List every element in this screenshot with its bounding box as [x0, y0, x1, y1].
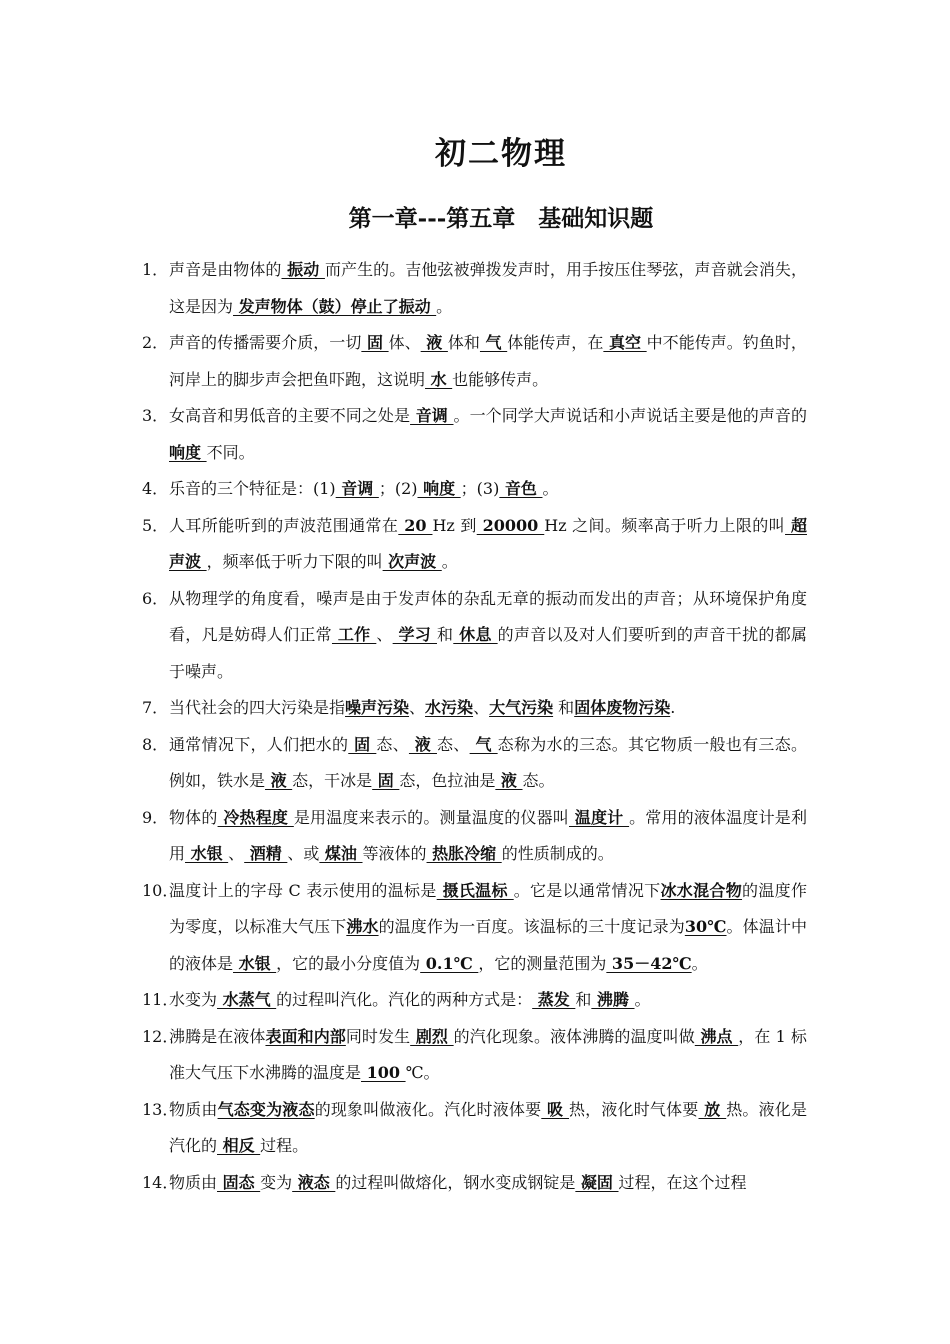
- question-text-segment: 的声音以及对人们要听到的声音干扰的都属于噪声。: [169, 625, 807, 681]
- answer-blank: 音色: [499, 479, 543, 498]
- question-number: 3．: [142, 406, 169, 425]
- answer-blank: 大气污染: [489, 698, 554, 717]
- answer-blank: 固体废物污染: [574, 698, 671, 717]
- question-text: [169, 873, 807, 983]
- question-text-segment: 体能传声，在: [507, 333, 604, 352]
- question-number: 12．: [142, 1026, 179, 1046]
- question-text-segment: 过程，在这个过程: [618, 1172, 747, 1192]
- question-text-segment: 也能够传声。: [452, 369, 549, 389]
- question-text-segment: 态，干冰是: [292, 771, 373, 790]
- answer-blank: 气: [479, 333, 508, 352]
- question-text-segment: ；(2): [378, 479, 418, 498]
- question-text-segment: 声音是由物体的: [169, 260, 282, 279]
- answer-blank: 相反: [217, 1136, 261, 1155]
- question-text-segment: 。常用的液体温度计是利用: [169, 807, 807, 863]
- answer-blank: 30℃: [684, 917, 727, 936]
- answer-blank: 学习: [392, 625, 437, 644]
- question-text-segment: 、: [228, 844, 245, 863]
- question-number: 2．: [142, 333, 169, 352]
- question-text-segment: 态、: [376, 734, 409, 754]
- question-text-segment: ℃。: [405, 1063, 440, 1082]
- question-number: 9．: [142, 807, 169, 827]
- question-text-segment: 女高音和男低音的主要不同之处是: [169, 406, 411, 425]
- question-text-segment: 声音的传播需要介质，一切: [169, 333, 362, 352]
- question-number: 10．: [142, 880, 179, 900]
- question-text-segment: 的过程叫做熔化，钢水变成钢锭是: [335, 1172, 576, 1192]
- question-text-segment: Hz 到: [432, 515, 477, 535]
- question-text-segment: 的温度作为一百度。该温标的三十度记录为: [378, 917, 685, 936]
- answer-blank: 煤油: [319, 844, 363, 863]
- question-text-segment: 和: [553, 698, 575, 717]
- question-text-segment: 从物理学的角度看，噪声是由于发声体的杂乱无章的振动而发出的声音；从环境保护角度看，凡是妨碍人们正常: [169, 588, 807, 644]
- question-text-segment: 、: [409, 698, 426, 717]
- question-text-segment: Hz 之间。频率高于听力上限的叫: [544, 515, 786, 535]
- answer-blank: 液: [265, 771, 293, 790]
- answer-blank: 冰水混合物: [660, 880, 743, 900]
- question-text-segment: ；(3): [460, 479, 500, 498]
- answer-blank: 次声波: [382, 552, 442, 571]
- question-text-segment: 。它是以通常情况下: [513, 880, 661, 900]
- question-text: [169, 727, 807, 800]
- answer-blank: 吸: [541, 1099, 569, 1119]
- question-text-segment: 和: [575, 990, 592, 1009]
- question-text-segment: ，频率低于听力下限的叫: [206, 552, 383, 571]
- answer-blank: 响度: [417, 479, 461, 498]
- question-text-segment: 的温度作为零度，以标准大气压下: [169, 880, 807, 936]
- question-text-segment: 物质由: [169, 1099, 218, 1119]
- question-text: [169, 690, 807, 727]
- question-item: [142, 727, 807, 800]
- question-text-segment: 。: [436, 296, 453, 316]
- question-text: [169, 581, 807, 691]
- answer-blank: 酒精: [244, 844, 288, 863]
- question-text-segment: ，在 1 标准大气压下水沸腾的温度是: [169, 1026, 807, 1082]
- question-text-segment: 体和: [447, 333, 480, 352]
- question-text: [169, 252, 807, 325]
- answer-blank: 剧烈: [410, 1026, 454, 1046]
- answer-blank: 表面和内部: [265, 1026, 346, 1046]
- question-text-segment: 。体温计中的液体是: [169, 917, 807, 973]
- question-text-segment: 、: [473, 698, 490, 717]
- question-text-segment: 和: [436, 625, 454, 644]
- question-text: [169, 800, 807, 873]
- question-text-segment: 的现象叫做液化。汽化时液体要: [314, 1099, 542, 1119]
- question-text-segment: 的汽化现象。液体沸腾的温度叫做: [453, 1026, 695, 1046]
- question-number: 13．: [142, 1099, 179, 1119]
- question-text-segment: 人耳所能听到的声波范围通常在: [169, 515, 399, 535]
- question-text-segment: 。: [542, 479, 559, 498]
- answer-blank: 摄氏温标: [436, 880, 514, 900]
- question-text-segment: 变为: [260, 1172, 293, 1192]
- question-text: [169, 508, 807, 581]
- question-number: 11．: [142, 990, 179, 1009]
- answer-blank: 音调: [335, 479, 379, 498]
- question-number: 5．: [142, 515, 169, 535]
- question-item: [142, 1092, 807, 1165]
- question-number: 6．: [142, 588, 169, 608]
- question-item: [142, 508, 807, 581]
- question-text: [169, 398, 807, 471]
- question-item: [142, 982, 807, 1019]
- answer-blank: 液: [420, 333, 448, 352]
- question-item: [142, 1019, 807, 1092]
- question-text-segment: 物体的: [169, 807, 218, 827]
- answer-blank: 水蒸气: [217, 990, 277, 1009]
- answer-blank: 20000: [476, 515, 545, 535]
- question-item: [142, 398, 807, 471]
- question-text-segment: 态。: [522, 771, 555, 790]
- answer-blank: 气: [469, 734, 498, 754]
- question-item: [142, 800, 807, 873]
- answer-blank: 放: [698, 1099, 727, 1119]
- answer-blank: 温度计: [569, 807, 630, 827]
- question-text-segment: 是用温度来表示的。测量温度的仪器叫: [293, 807, 569, 827]
- answer-blank: 100: [361, 1063, 406, 1082]
- answer-blank: 0.1℃: [420, 953, 479, 973]
- answer-blank: 固: [372, 771, 400, 790]
- question-text-segment: 当代社会的四大污染是指: [169, 698, 346, 717]
- question-number: 8．: [142, 734, 169, 754]
- answer-blank: 液: [495, 771, 523, 790]
- question-text: [169, 471, 807, 508]
- answer-blank: 35－42℃: [606, 953, 692, 973]
- question-text-segment: 体、: [388, 333, 421, 352]
- answer-blank: 凝固: [575, 1172, 619, 1192]
- answer-blank: 水: [425, 369, 453, 389]
- question-item: [142, 873, 807, 983]
- question-text-segment: 中不能传声。钓鱼时，河岸上的脚步声会把鱼吓跑，这说明: [169, 333, 807, 389]
- question-text-segment: 过程。: [260, 1136, 309, 1155]
- question-item: [142, 471, 807, 508]
- question-text-segment: ，它的测量范围为: [478, 953, 607, 973]
- question-text-segment: 。一个同学大声说话和小声说话主要是他的声音的: [453, 406, 807, 425]
- page-subtitle: 第一章---第五章 基础知识题: [348, 205, 654, 232]
- answer-blank: 热胀冷缩: [426, 844, 502, 863]
- question-list: [142, 252, 807, 1201]
- question-text-segment: 。: [634, 990, 651, 1009]
- question-item: [142, 325, 807, 398]
- question-text-segment: ，它的最小分度值为: [276, 953, 421, 973]
- question-text: [169, 1019, 807, 1092]
- answer-blank: 水污染: [425, 698, 474, 717]
- answer-blank: 固: [361, 333, 389, 352]
- question-item: [142, 1165, 807, 1202]
- answer-blank: 休息: [453, 625, 498, 644]
- question-number: 14．: [142, 1172, 179, 1192]
- question-number: 4．: [142, 479, 169, 498]
- question-text-segment: 态、: [436, 734, 470, 754]
- question-text-segment: 而产生的。吉他弦被弹拨发声时，用手按压住琴弦，声音就会消失，这是因为: [169, 260, 807, 316]
- answer-blank: 噪声污染: [345, 698, 410, 717]
- question-text: [169, 982, 807, 1019]
- answer-blank: 工作: [331, 625, 377, 644]
- answer-blank: 固: [348, 734, 377, 754]
- question-text-segment: 态，色拉油是: [399, 771, 496, 790]
- question-text-segment: 同时发生: [345, 1026, 411, 1046]
- answer-blank: 真空: [603, 333, 647, 352]
- question-text-segment: 不同。: [206, 442, 255, 462]
- question-text-segment: 乐音的三个特征是：(1): [169, 479, 336, 498]
- question-text-segment: .: [670, 698, 676, 717]
- question-text-segment: 热。液化是汽化的: [169, 1099, 807, 1155]
- question-number: 7．: [142, 698, 169, 717]
- page-title: 初二物理: [435, 136, 567, 172]
- answer-blank: 固态: [217, 1172, 261, 1192]
- answer-blank: 音调: [410, 406, 454, 425]
- question-text-segment: 沸腾是在液体: [169, 1026, 266, 1046]
- question-text-segment: 态称为水的三态。其它物质一般也有三态。例如，铁水是: [169, 734, 807, 790]
- question-item: [142, 581, 807, 691]
- question-text-segment: 等液体的: [362, 844, 427, 863]
- question-text-segment: 的性质制成的。: [501, 844, 614, 863]
- answer-blank: 液: [408, 734, 437, 754]
- answer-blank: 20: [398, 515, 433, 535]
- answer-blank: 沸点: [694, 1026, 739, 1046]
- question-text: [169, 1165, 807, 1202]
- question-text-segment: 通常情况下，人们把水的: [169, 734, 349, 754]
- question-text-segment: 物质由: [169, 1172, 218, 1192]
- question-text-segment: 热，液化时气体要: [569, 1099, 699, 1119]
- question-text: [169, 1092, 807, 1165]
- question-number: 1．: [142, 260, 169, 279]
- answer-blank: 水银: [233, 953, 277, 973]
- answer-blank: 超声波: [169, 515, 807, 571]
- question-text-segment: 。: [441, 552, 458, 571]
- question-item: [142, 252, 807, 325]
- question-text-segment: 。: [691, 953, 708, 973]
- question-text-segment: 的过程叫汽化。汽化的两种方式是：: [276, 990, 533, 1009]
- question-text: [169, 325, 807, 398]
- question-text-segment: 、: [376, 625, 393, 644]
- answer-blank: 振动: [281, 260, 325, 279]
- answer-blank: 响度: [169, 442, 207, 462]
- answer-blank: 沸水: [346, 917, 379, 936]
- answer-blank: 水银: [185, 844, 229, 863]
- answer-blank: 沸腾: [591, 990, 635, 1009]
- answer-blank: 发声物体（鼓）停止了振动: [233, 296, 437, 316]
- question-text-segment: 水变为: [169, 990, 218, 1009]
- answer-blank: 气态变为液态: [217, 1099, 315, 1119]
- question-text-segment: 温度计上的字母 C 表示使用的温标是: [169, 880, 437, 900]
- answer-blank: 冷热程度: [217, 807, 294, 827]
- answer-blank: 液态: [292, 1172, 336, 1192]
- question-item: [142, 690, 807, 727]
- question-text-segment: 、或: [287, 844, 320, 863]
- answer-blank: 蒸发: [532, 990, 576, 1009]
